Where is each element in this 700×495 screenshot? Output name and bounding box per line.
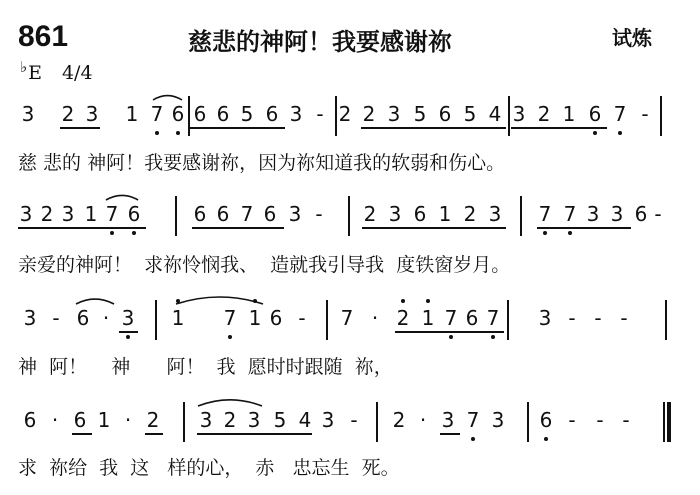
lyric-line: 求 祢给 我 这 样的心， 赤 忠忘生 死。: [18, 457, 400, 479]
note: 3: [512, 102, 526, 126]
note: 2: [537, 102, 551, 126]
note: 6: [193, 102, 207, 126]
note: 2: [146, 408, 160, 432]
note: -: [298, 306, 306, 330]
note: 3: [19, 202, 33, 226]
note: 5: [240, 102, 254, 126]
note: 3: [610, 202, 624, 226]
note: 4: [488, 102, 502, 126]
note: -: [568, 306, 576, 330]
note: 7: [538, 202, 552, 226]
note: 4: [298, 408, 312, 432]
note: -: [641, 102, 649, 126]
note: ·: [124, 408, 132, 432]
note: 3: [441, 408, 455, 432]
slur: [198, 400, 262, 406]
note: 3: [121, 306, 135, 330]
note: 3: [321, 408, 335, 432]
hymn-title: 慈悲的神阿！我要感谢祢: [188, 28, 452, 56]
note: ·: [102, 306, 110, 330]
note: 7: [444, 306, 458, 330]
note: 7: [240, 202, 254, 226]
note: 2: [362, 102, 376, 126]
note: 3: [488, 202, 502, 226]
note: -: [594, 306, 602, 330]
note: 6: [76, 306, 90, 330]
note: 6: [634, 202, 648, 226]
note: 1: [438, 202, 452, 226]
note: 2: [61, 102, 75, 126]
note: 6: [539, 408, 553, 432]
note: -: [350, 408, 358, 432]
note: -: [654, 202, 662, 226]
note: 1: [248, 306, 262, 330]
note: 3: [23, 306, 37, 330]
note: 3: [85, 102, 99, 126]
note: -: [52, 306, 60, 330]
note: 1: [97, 408, 111, 432]
note: ·: [419, 408, 427, 432]
note: -: [596, 408, 604, 432]
note: 6: [73, 408, 87, 432]
note: 7: [486, 306, 500, 330]
note: 6: [127, 202, 141, 226]
note: 3: [388, 202, 402, 226]
note: 6: [413, 202, 427, 226]
note: 6: [263, 202, 277, 226]
note: 5: [273, 408, 287, 432]
note: -: [622, 408, 630, 432]
note: 6: [171, 102, 185, 126]
note: 1: [171, 306, 185, 330]
note: 6: [269, 306, 283, 330]
note: 6: [193, 202, 207, 226]
note: 7: [613, 102, 627, 126]
note: -: [620, 306, 628, 330]
flat-sign: ♭: [20, 58, 28, 76]
note: 6: [216, 102, 230, 126]
note: 5: [463, 102, 477, 126]
note: 2: [40, 202, 54, 226]
note: 7: [150, 102, 164, 126]
lyric-line: 慈 悲的 神阿！我要感谢祢，因为祢知道我的软弱和伤心。: [18, 152, 506, 174]
note: 7: [105, 202, 119, 226]
note: 7: [563, 202, 577, 226]
note: 7: [223, 306, 237, 330]
hymn-source: 试炼: [612, 26, 652, 50]
note: 3: [289, 102, 303, 126]
note: 6: [265, 102, 279, 126]
note: 3: [61, 202, 75, 226]
note: 2: [392, 408, 406, 432]
note: 1: [125, 102, 139, 126]
note: 3: [288, 202, 302, 226]
note: 3: [21, 102, 35, 126]
note: 1: [421, 306, 435, 330]
note: 3: [199, 408, 213, 432]
note: 6: [23, 408, 37, 432]
time-signature: 4/4: [61, 62, 93, 84]
note: ·: [371, 306, 379, 330]
lyric-line: 神 阿！ 神 阿！ 我 愿时时跟随 祢，: [18, 356, 393, 378]
note: 3: [247, 408, 261, 432]
key-letter: E: [28, 62, 42, 84]
note: 6: [438, 102, 452, 126]
note: 1: [562, 102, 576, 126]
note: 7: [340, 306, 354, 330]
note: ·: [51, 408, 59, 432]
hymn-number: 861: [18, 20, 69, 53]
note: 3: [491, 408, 505, 432]
note: 5: [413, 102, 427, 126]
note: 3: [387, 102, 401, 126]
note: 3: [538, 306, 552, 330]
note: -: [316, 102, 324, 126]
note: 2: [396, 306, 410, 330]
note: 6: [588, 102, 602, 126]
note: -: [315, 202, 323, 226]
note: 7: [466, 408, 480, 432]
note: 6: [216, 202, 230, 226]
note: 1: [84, 202, 98, 226]
note: 3: [586, 202, 600, 226]
note: 2: [338, 102, 352, 126]
note: 6: [465, 306, 479, 330]
lyric-line: 亲爱的神阿！ 求祢怜悯我、 造就我引导我 度铁窗岁月。: [18, 254, 511, 276]
note: -: [568, 408, 576, 432]
note: 2: [363, 202, 377, 226]
note: 2: [223, 408, 237, 432]
note: 2: [463, 202, 477, 226]
